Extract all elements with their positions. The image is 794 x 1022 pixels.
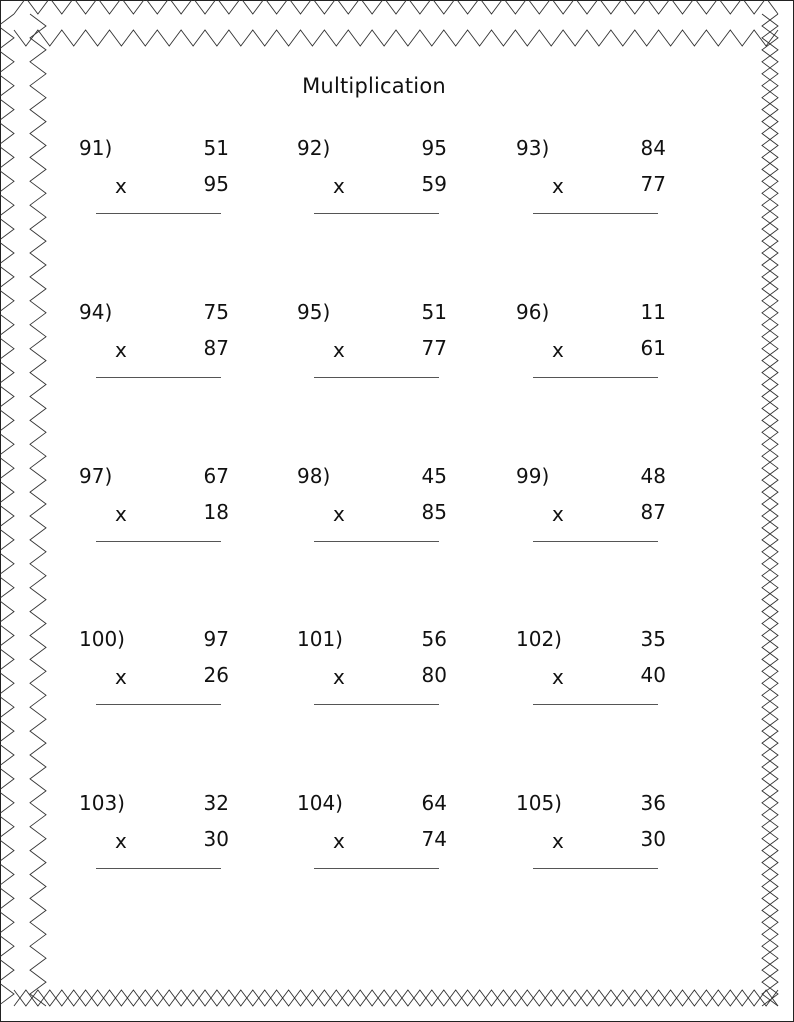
answer-line: [96, 541, 221, 542]
answer-line: [96, 377, 221, 378]
answer-line: [96, 213, 221, 214]
multiply-sign: x: [552, 174, 564, 198]
multiplier: 80: [421, 663, 447, 687]
answer-line: [96, 704, 221, 705]
problem-101: [297, 627, 457, 727]
multiplier: 87: [640, 500, 666, 524]
problem-number: 93): [516, 136, 550, 160]
answer-line: [533, 868, 658, 869]
multiply-sign: x: [552, 665, 564, 689]
multiply-sign: x: [115, 665, 127, 689]
problem-number: 102): [516, 627, 562, 651]
multiplier: 59: [421, 172, 447, 196]
problem-number: 100): [79, 627, 125, 651]
page-title: Multiplication: [302, 74, 446, 98]
multiplier: 95: [203, 172, 229, 196]
multiplicand: 75: [203, 300, 229, 324]
problem-91: [79, 136, 239, 236]
multiplier: 30: [203, 827, 229, 851]
problem-105: [516, 791, 676, 891]
problem-95: [297, 300, 457, 400]
multiplicand: 36: [640, 791, 666, 815]
multiply-sign: x: [333, 829, 345, 853]
multiply-sign: x: [333, 502, 345, 526]
problem-96: [516, 300, 676, 400]
multiplier: 87: [203, 336, 229, 360]
border-bottom-zigzag: [14, 990, 778, 1006]
answer-line: [314, 213, 439, 214]
multiplier: 77: [640, 172, 666, 196]
answer-line: [533, 213, 658, 214]
problem-number: 99): [516, 464, 550, 488]
multiplier: 18: [203, 500, 229, 524]
multiplicand: 35: [640, 627, 666, 651]
multiplicand: 56: [421, 627, 447, 651]
problem-number: 104): [297, 791, 343, 815]
problem-102: [516, 627, 676, 727]
problem-100: [79, 627, 239, 727]
answer-line: [96, 868, 221, 869]
border-top-zigzag-inner: [14, 30, 778, 46]
multiplier: 26: [203, 663, 229, 687]
multiplicand: 32: [203, 791, 229, 815]
problem-number: 103): [79, 791, 125, 815]
multiply-sign: x: [115, 338, 127, 362]
multiplicand: 48: [640, 464, 666, 488]
answer-line: [314, 541, 439, 542]
multiply-sign: x: [115, 174, 127, 198]
problem-97: [79, 464, 239, 564]
problem-number: 97): [79, 464, 113, 488]
multiplier: 61: [640, 336, 666, 360]
problem-number: 96): [516, 300, 550, 324]
multiplier: 40: [640, 663, 666, 687]
border-bottom-zigzag-inner: [14, 990, 778, 1006]
multiplicand: 45: [421, 464, 447, 488]
problem-number: 92): [297, 136, 331, 160]
multiplicand: 97: [203, 627, 229, 651]
answer-line: [314, 704, 439, 705]
problem-number: 98): [297, 464, 331, 488]
multiply-sign: x: [115, 829, 127, 853]
multiply-sign: x: [552, 829, 564, 853]
multiplicand: 84: [640, 136, 666, 160]
multiply-sign: x: [552, 502, 564, 526]
multiplicand: 11: [640, 300, 666, 324]
multiply-sign: x: [115, 502, 127, 526]
multiplier: 85: [421, 500, 447, 524]
multiplicand: 95: [421, 136, 447, 160]
problem-number: 95): [297, 300, 331, 324]
multiply-sign: x: [333, 174, 345, 198]
multiplier: 77: [421, 336, 447, 360]
problem-104: [297, 791, 457, 891]
problem-number: 105): [516, 791, 562, 815]
multiplier: 30: [640, 827, 666, 851]
border-top-zigzag: [14, 0, 778, 14]
multiplicand: 51: [421, 300, 447, 324]
problem-number: 91): [79, 136, 113, 160]
border-left-zigzag: [0, 14, 14, 1006]
border-right-zigzag-inner: [762, 14, 778, 1006]
answer-line: [314, 868, 439, 869]
problem-103: [79, 791, 239, 891]
problem-92: [297, 136, 457, 236]
problem-98: [297, 464, 457, 564]
multiplicand: 64: [421, 791, 447, 815]
border-left-zigzag-inner: [30, 14, 46, 1006]
problem-99: [516, 464, 676, 564]
problem-number: 101): [297, 627, 343, 651]
multiply-sign: x: [552, 338, 564, 362]
multiplicand: 51: [203, 136, 229, 160]
answer-line: [533, 541, 658, 542]
problem-number: 94): [79, 300, 113, 324]
answer-line: [533, 704, 658, 705]
multiply-sign: x: [333, 338, 345, 362]
problem-93: [516, 136, 676, 236]
answer-line: [314, 377, 439, 378]
multiplicand: 67: [203, 464, 229, 488]
multiplier: 74: [421, 827, 447, 851]
multiply-sign: x: [333, 665, 345, 689]
problem-94: [79, 300, 239, 400]
answer-line: [533, 377, 658, 378]
